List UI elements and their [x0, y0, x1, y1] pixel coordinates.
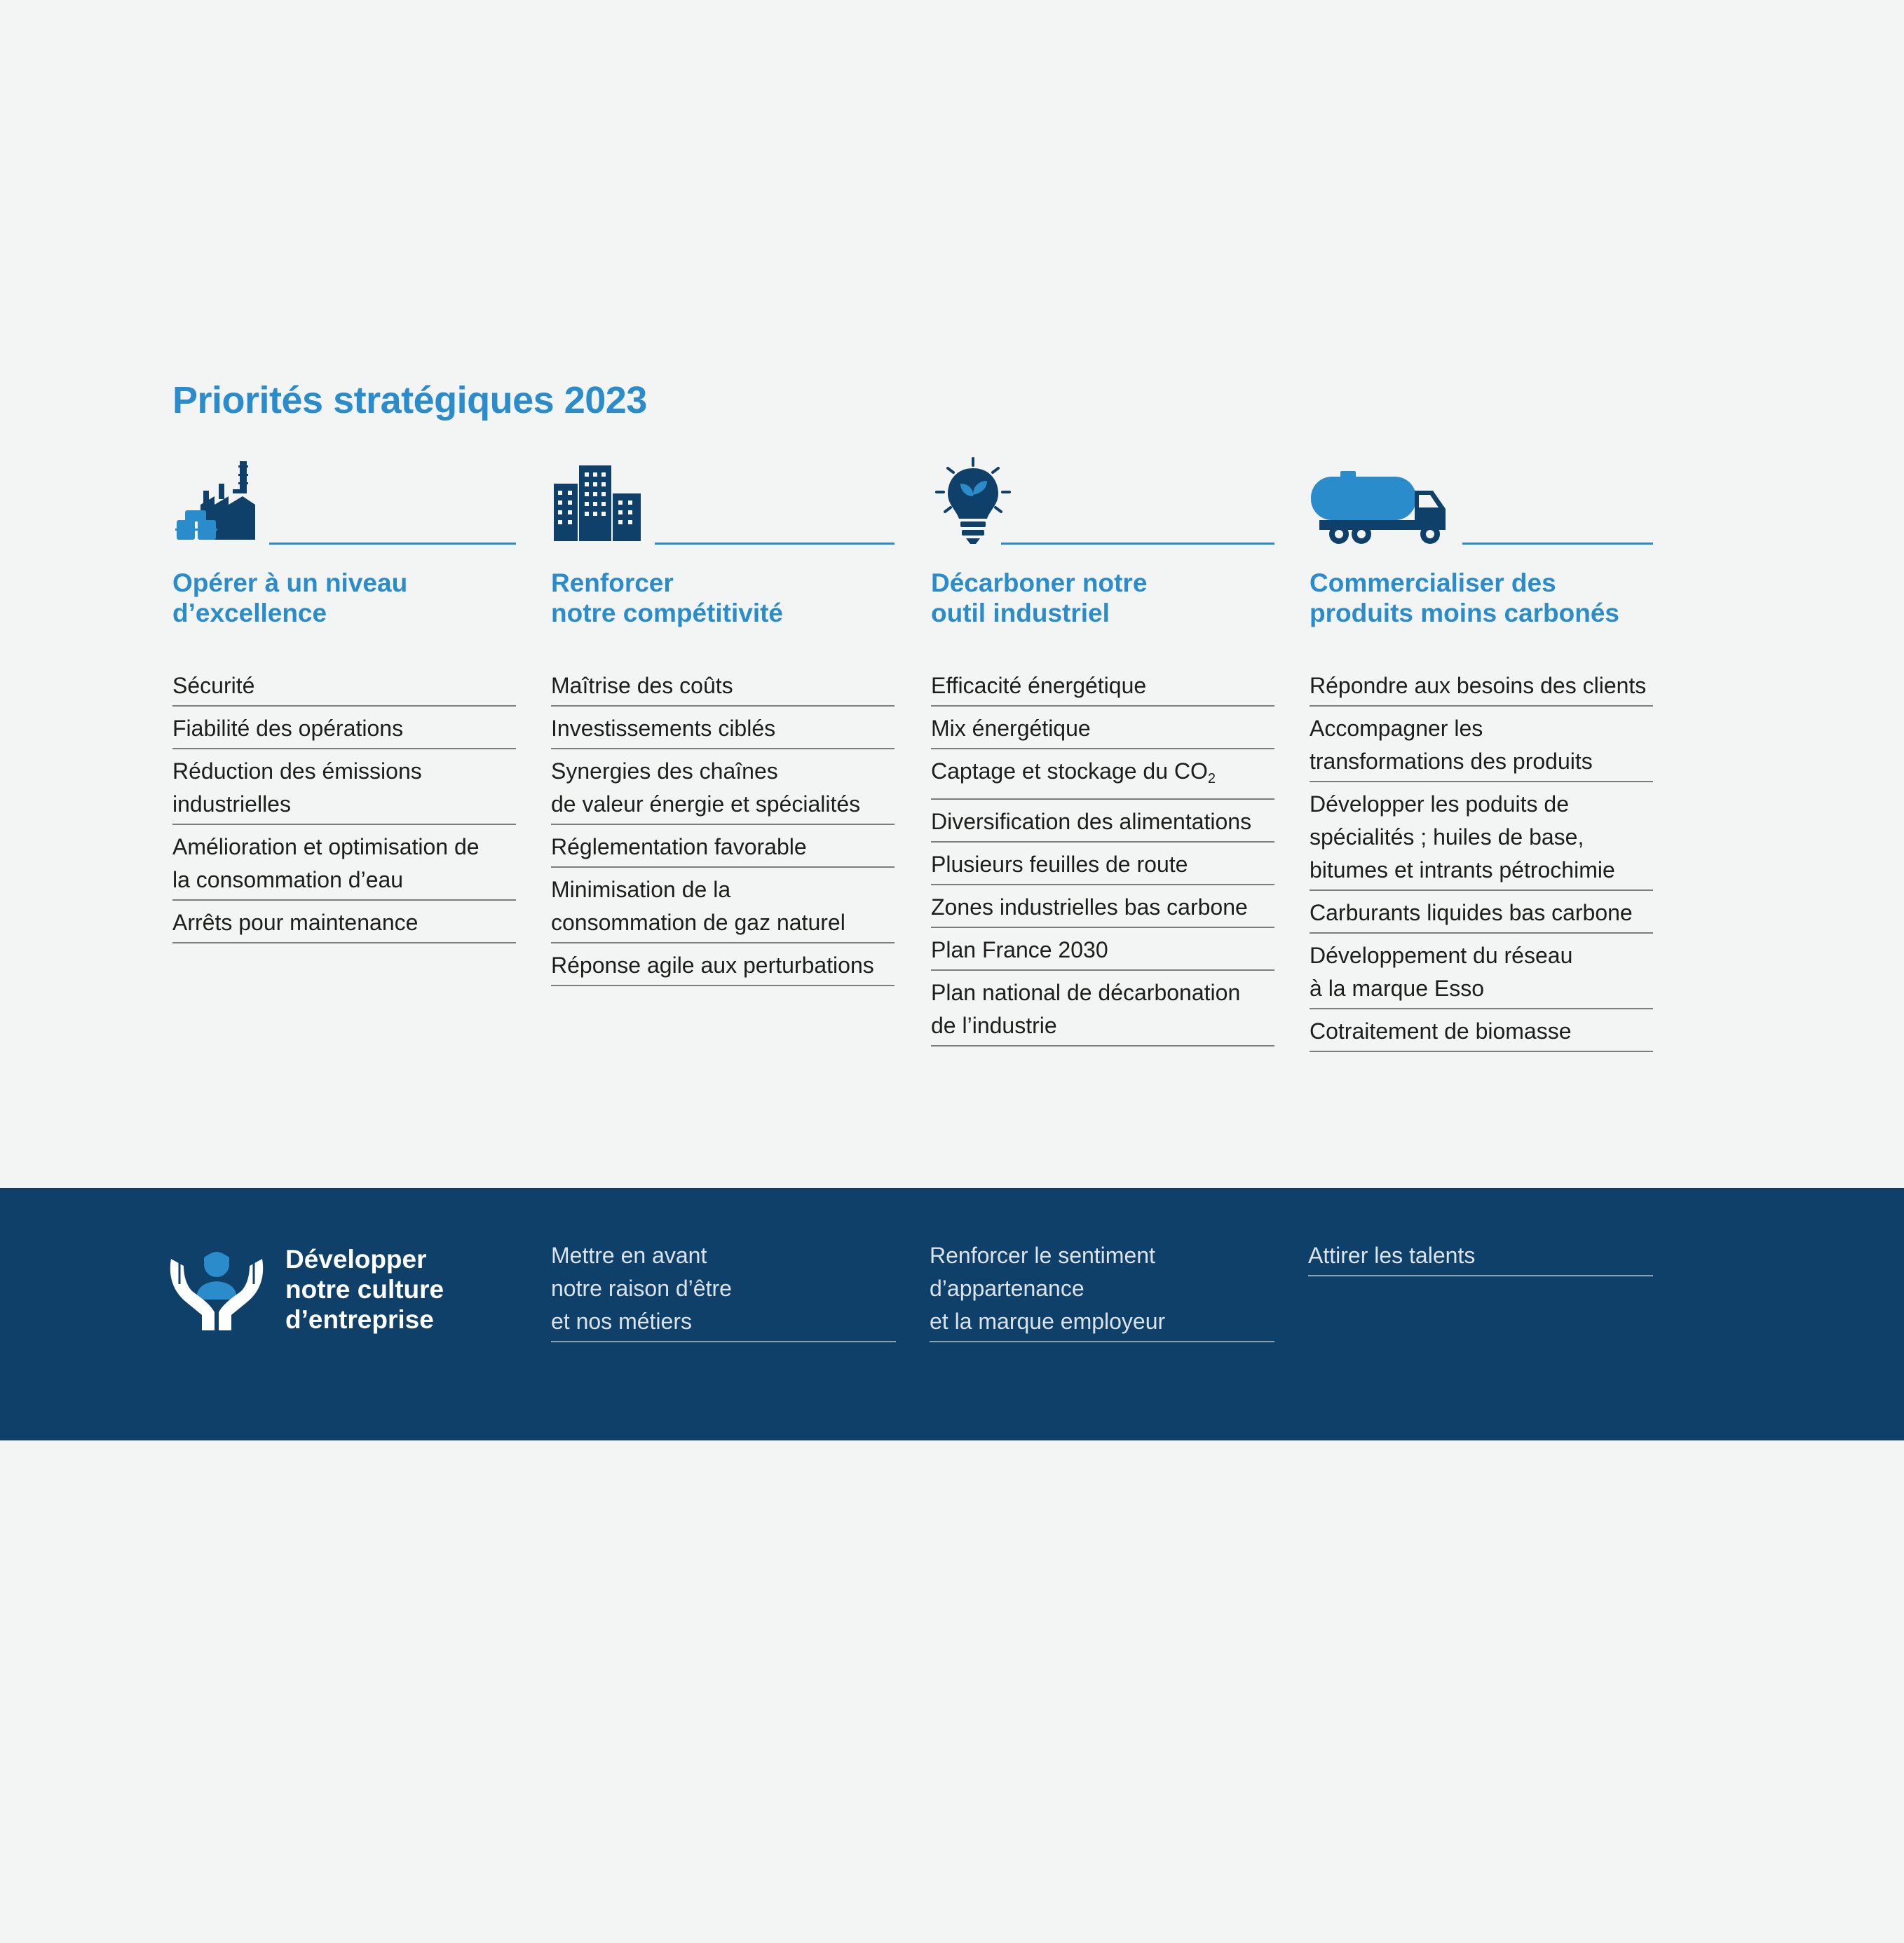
- list-item: Minimisation de la consommation de gaz naturel: [551, 873, 895, 943]
- column-heading: Renforcer notre compétitivité: [551, 568, 783, 627]
- band-item: Attirer les talents: [1308, 1239, 1653, 1276]
- list-item: Développer les poduits de spécialités ; huiles de base, bitumes et intrants pétrochimie: [1310, 788, 1653, 891]
- band-item: Renforcer le sentiment d’appartenance et la marque employeur: [930, 1239, 1274, 1342]
- factory-icon: [172, 456, 264, 547]
- list-item: Carburants liquides bas carbone: [1310, 896, 1653, 934]
- column-divider: [1462, 543, 1653, 545]
- list-item: Répondre aux besoins des clients: [1310, 669, 1653, 707]
- band-item: Mettre en avant notre raison d’être et nos métiers: [551, 1239, 896, 1342]
- list-item: [931, 755, 1274, 800]
- list-item: Réduction des émissions industrielles: [172, 755, 516, 825]
- list-item: Plan France 2030: [931, 934, 1274, 971]
- list-item: Efficacité énergétique: [931, 669, 1274, 707]
- priority-list: [172, 669, 516, 949]
- tanker-truck-icon: [1310, 456, 1450, 547]
- culture-band: [0, 1188, 1904, 1440]
- list-item: Zones industrielles bas carbone: [931, 891, 1274, 928]
- column-divider: [269, 543, 516, 545]
- priority-list: [931, 669, 1274, 1052]
- list-item: Maîtrise des coûts: [551, 669, 895, 707]
- list-item: Diversification des alimentations: [931, 805, 1274, 843]
- priority-list: [1310, 669, 1653, 1058]
- list-item: Développement du réseau à la marque Esso: [1310, 939, 1653, 1009]
- list-item: Fiabilité des opérations: [172, 712, 516, 749]
- list-item: Mix énergétique: [931, 712, 1274, 749]
- list-item: Plusieurs feuilles de route: [931, 848, 1274, 885]
- page-title: Priorités stratégiques 2023: [172, 379, 647, 421]
- person-hands-icon: [165, 1248, 268, 1332]
- column-divider: [1001, 543, 1274, 545]
- list-item-text: Captage et stockage du CO: [931, 758, 1208, 784]
- list-item: Amélioration et optimisation de la consommation d’eau: [172, 831, 516, 901]
- list-item: Synergies des chaînes de valeur énergie et spécialités: [551, 755, 895, 825]
- priority-list: [551, 669, 895, 992]
- lightbulb-leaf-icon: [931, 456, 1015, 547]
- list-item: Réglementation favorable: [551, 831, 895, 868]
- list-item: Sécurité: [172, 669, 516, 707]
- list-item: Investissements ciblés: [551, 712, 895, 749]
- column-heading: Décarboner notre outil industriel: [931, 568, 1148, 627]
- list-item: Arrêts pour maintenance: [172, 906, 516, 943]
- co2-subscript: 2: [1207, 771, 1216, 786]
- list-item: Réponse agile aux perturbations: [551, 949, 895, 986]
- column-heading: Commercialiser des produits moins carbonés: [1310, 568, 1620, 627]
- buildings-icon: [551, 456, 642, 547]
- list-item: Plan national de décarbonation de l’industrie: [931, 976, 1274, 1047]
- column-divider: [655, 543, 895, 545]
- column-heading: Opérer à un niveau d’excellence: [172, 568, 408, 627]
- list-item: Accompagner les transformations des produits: [1310, 712, 1653, 782]
- band-heading: Développer notre culture d’entreprise: [285, 1245, 444, 1334]
- list-item: Cotraitement de biomasse: [1310, 1015, 1653, 1052]
